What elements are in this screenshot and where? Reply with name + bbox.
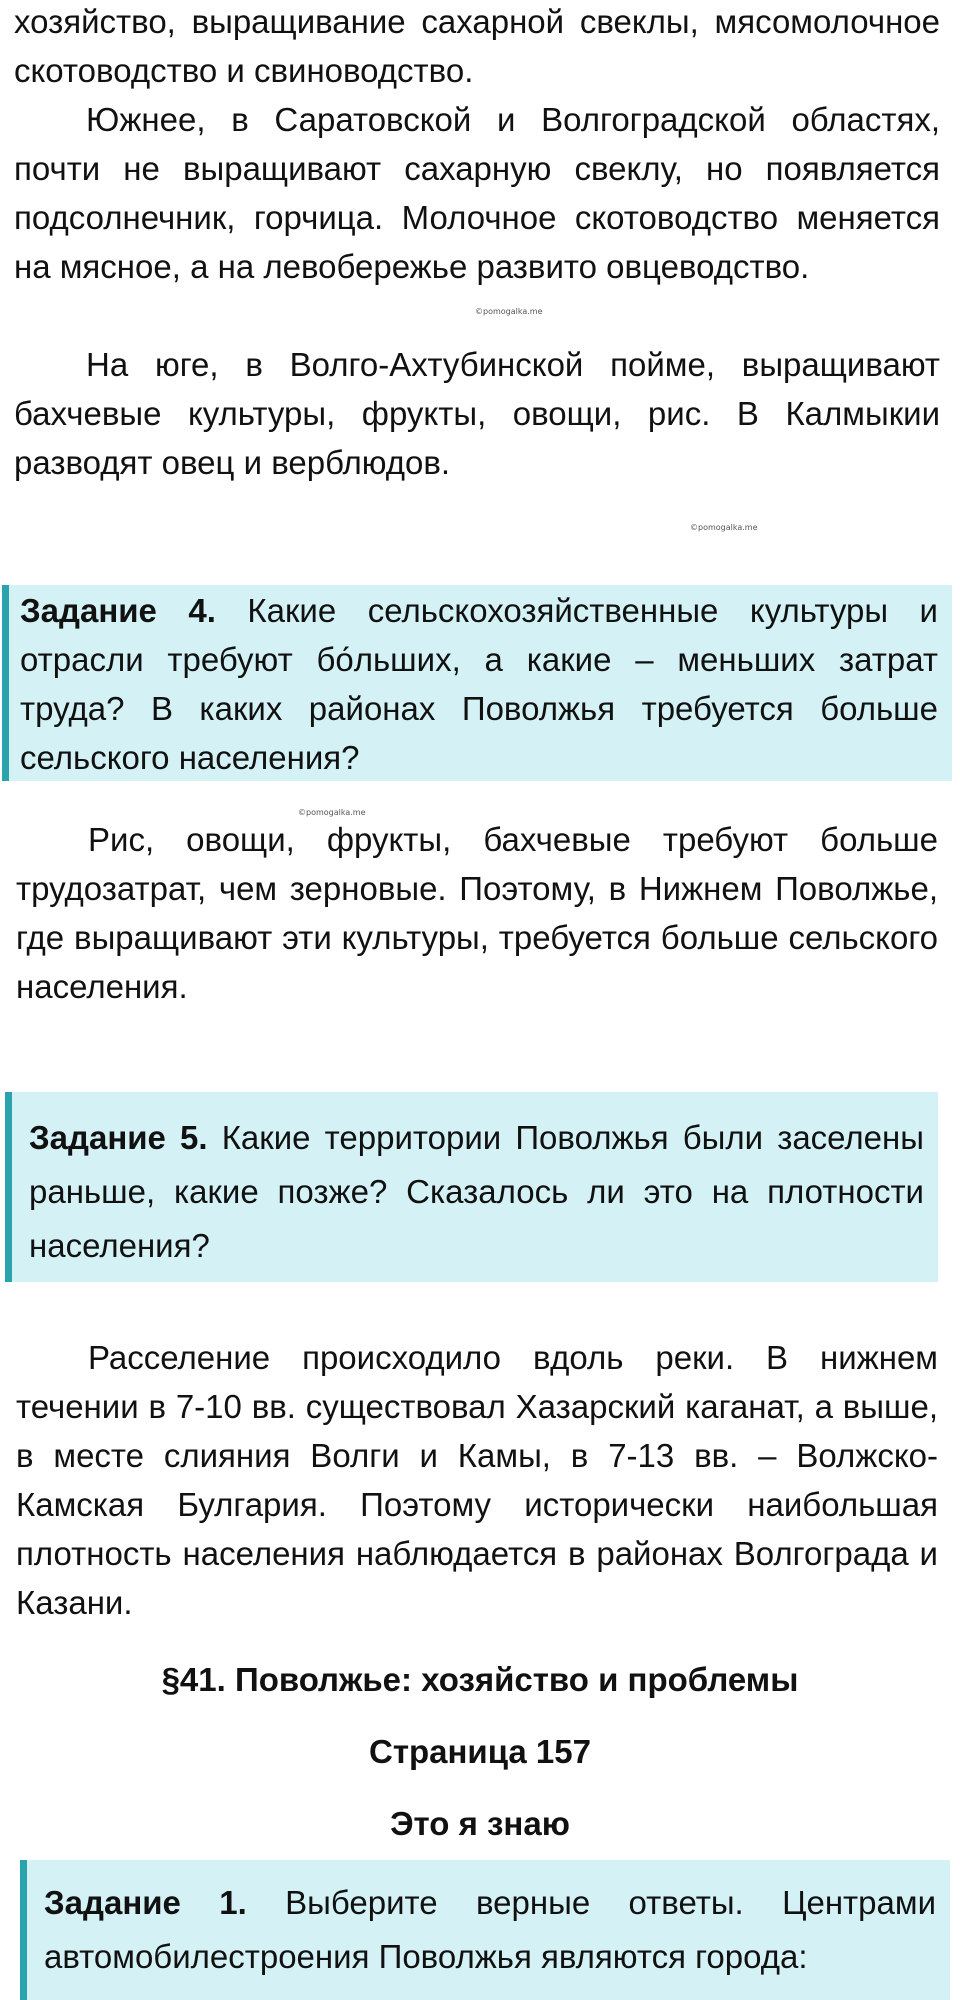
paragraph-3: На юге, в Волго-Ахтубинской пойме, выращивают бахчевые культуры, фрукты, овощи, рис. В Калмыкии разводят овец и верблюдов. — [14, 346, 940, 481]
section-heading: §41. Поволжье: хозяйство и проблемы — [161, 1661, 799, 1698]
page-heading: Страница 157 — [369, 1733, 591, 1770]
task-5-text: Какие территории Поволжья были заселены раньше, какие позже? Сказалось ли это на плотности населения? — [29, 1119, 924, 1264]
paragraph-1: хозяйство, выращивание сахарной свеклы, мясомолочное скотоводство и свиноводство. — [14, 3, 940, 89]
paragraph-5: Расселение происходило вдоль реки. В нижнем течении в 7-10 вв. существовал Хазарский каганат, а выше, в месте слияния Волги и Камы, в 7-13 вв. – Волжско-Камская Булгария. Поэтому исторически наибольшая плотность населения наблюдается в районах Волгограда и Казани. — [16, 1339, 938, 1621]
task-1-box — [20, 1860, 950, 2000]
watermark: ©pomogalka.me — [298, 808, 366, 817]
watermark: ©pomogalka.me — [690, 523, 758, 532]
paragraph-2: Южнее, в Саратовской и Волгоградской областях, почти не выращивают сахарную свеклу, но появляется подсолнечник, горчица. Молочное скотоводство меняется на мясное, а на левобережье развито овцеводство. — [14, 101, 940, 285]
watermark: ©pomogalka.me — [475, 307, 543, 316]
task-4-box — [2, 585, 952, 781]
paragraph-4: Рис, овощи, фрукты, бахчевые требуют больше трудозатрат, чем зерновые. Поэтому, в Нижнем Поволжье, где выращивают эти культуры, требуется больше сельского населения. — [16, 821, 938, 1005]
task-5-label: Задание 5. — [29, 1119, 208, 1156]
task-4-text: Какие сельскохозяйственные культуры и отрасли требуют бо́льших, а какие – меньших затрат труда? В каких районах Поволжья требуется больше сельского населения? — [20, 592, 938, 776]
task-1-text: Выберите верные ответы. Центрами автомобилестроения Поволжья являются города: — [44, 1884, 936, 1975]
task-4-label: Задание 4. — [20, 592, 216, 629]
task-1-label: Задание 1. — [44, 1884, 247, 1921]
task-5-box — [5, 1092, 938, 1282]
subsection-heading: Это я знаю — [390, 1805, 570, 1842]
